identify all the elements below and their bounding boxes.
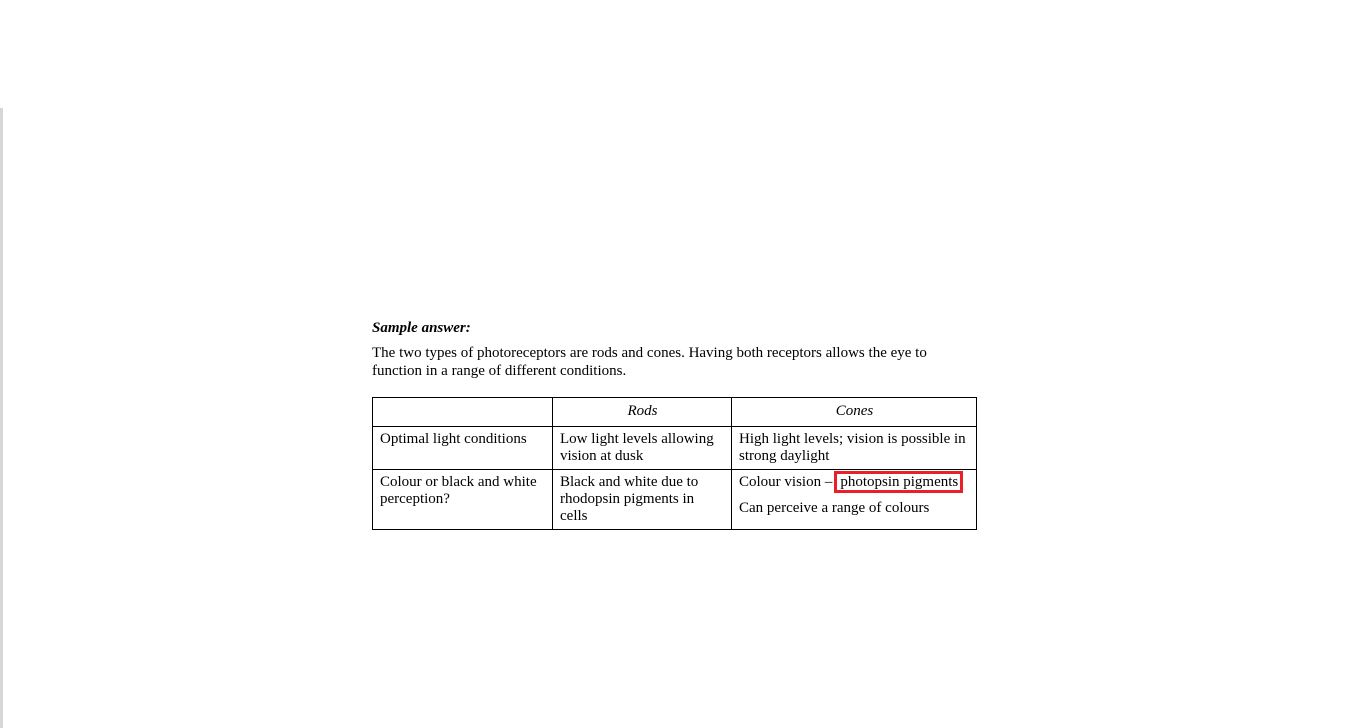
document-page [372,318,976,530]
viewer-left-edge [0,108,3,728]
rods-cell: Low light levels allowing vision at dusk [553,427,732,470]
cones-line-2: Can perceive a range of colours [739,500,930,516]
table-row [373,470,977,530]
photoreceptor-table [372,397,977,530]
row-label: Colour or black and white perception? [373,470,553,530]
cones-cell [732,470,977,530]
cones-line-1 [739,474,970,491]
cones-cell: High light levels; vision is possible in strong daylight [732,427,977,470]
row-label: Optimal light conditions [373,427,553,470]
table-header-row [373,398,977,427]
sample-answer-heading: Sample answer: [372,320,471,336]
cones-prefix: Colour vision – [739,474,833,490]
header-empty [373,398,553,427]
rods-cell: Black and white due to rhodopsin pigments in cells [553,470,732,530]
highlighted-text-annotation[interactable]: photopsin pigments [834,471,963,493]
intro-paragraph: The two types of photoreceptors are rods and cones. Having both receptors allows the eye to function in a range of different conditions. [372,345,927,379]
header-rods: Rods [553,398,732,427]
header-cones: Cones [732,398,977,427]
table-row [373,427,977,470]
